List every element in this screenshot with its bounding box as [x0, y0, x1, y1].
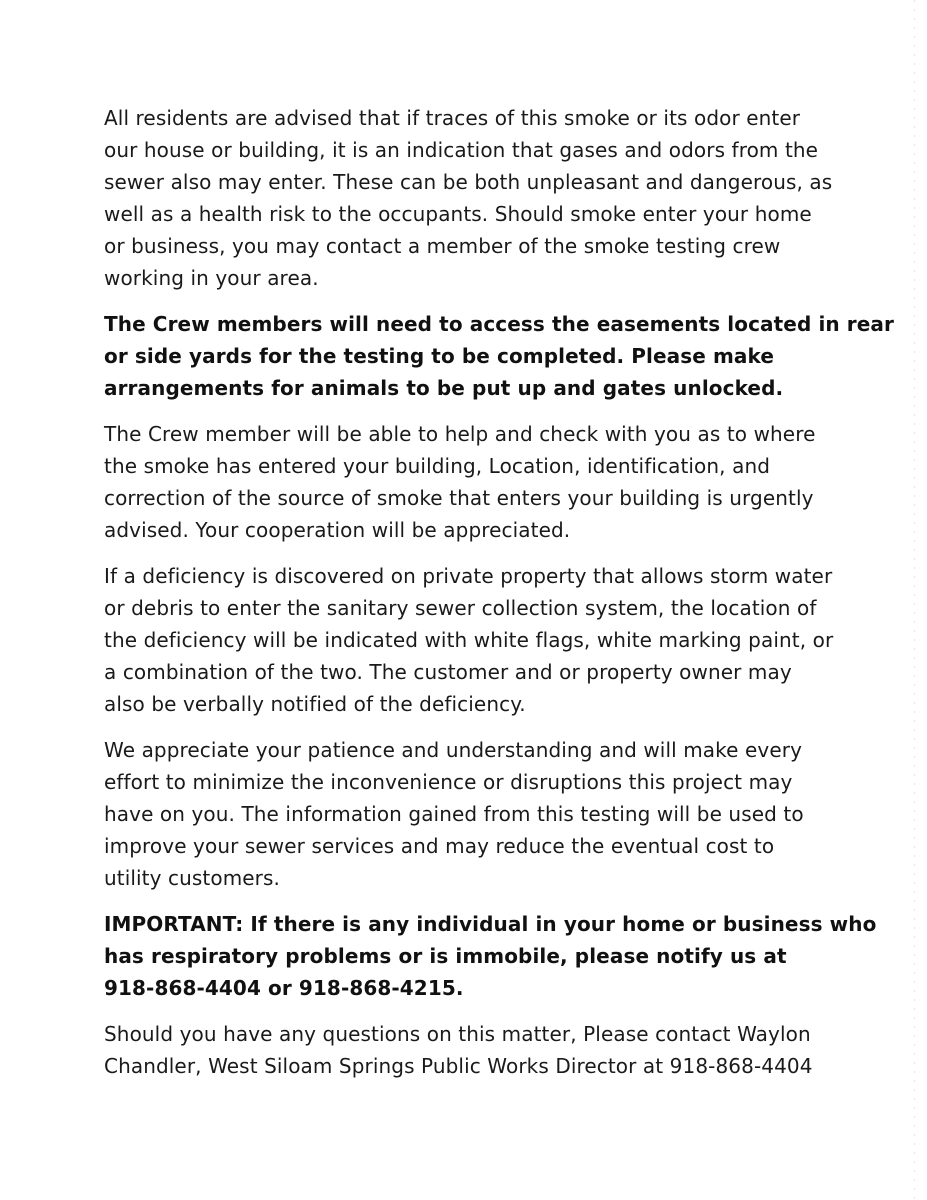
paragraph-contact-info — [104, 1018, 824, 1082]
paragraph-important-notice — [104, 908, 877, 1004]
text-line: or debris to enter the sanitary sewer collection system, the location of — [104, 596, 817, 620]
text-line: 918-868-4404 or 918-868-4215. — [104, 976, 464, 1000]
text-line: arrangements for animals to be put up and gates unlocked. — [104, 376, 784, 400]
text-line: the deficiency will be indicated with white flags, white marking paint, or — [104, 628, 834, 652]
text-line: Chandler, West Siloam Springs Public Works Director at 918-868-4404 — [104, 1054, 813, 1078]
text-line: well as a health risk to the occupants. Should smoke enter your home — [104, 202, 812, 226]
text-line: correction of the source of smoke that enters your building is urgently — [104, 486, 814, 510]
text-line: sewer also may enter. These can be both unpleasant and dangerous, as — [104, 170, 833, 194]
text-line: advised. Your cooperation will be appreciated. — [104, 518, 571, 542]
text-line: If a deficiency is discovered on private property that allows storm water — [104, 564, 833, 588]
text-line: a combination of the two. The customer and or property owner may — [104, 660, 792, 684]
text-line: or business, you may contact a member of the smoke testing crew — [104, 234, 781, 258]
text-line: have on you. The information gained from this testing will be used to — [104, 802, 804, 826]
text-line: has respiratory problems or is immobile, please notify us at — [104, 944, 787, 968]
text-line: The Crew member will be able to help and check with you as to where — [104, 422, 816, 446]
text-line: improve your sewer services and may reduce the eventual cost to — [104, 834, 775, 858]
paragraph-crew-assistance — [104, 418, 824, 546]
document-body — [104, 102, 894, 1096]
paragraph-appreciation — [104, 734, 824, 894]
paragraph-deficiency-marking — [104, 560, 834, 720]
text-line: All residents are advised that if traces of this smoke or its odor enter — [104, 106, 801, 130]
text-line: utility customers. — [104, 866, 280, 890]
text-line: We appreciate your patience and understanding and will make every — [104, 738, 803, 762]
paragraph-smoke-advisory — [104, 102, 833, 294]
text-line: The Crew members will need to access the easements located in rear — [104, 312, 894, 336]
text-line: our house or building, it is an indication that gases and odors from the — [104, 138, 819, 162]
text-line: Should you have any questions on this matter, Please contact Waylon — [104, 1022, 811, 1046]
text-line: effort to minimize the inconvenience or disruptions this project may — [104, 770, 793, 794]
text-line: IMPORTANT: If there is any individual in your home or business who — [104, 912, 877, 936]
text-line: also be verbally notified of the deficiency. — [104, 692, 526, 716]
paragraph-easement-access-notice — [104, 308, 894, 404]
scan-edge-marks — [914, 0, 915, 1200]
text-line: the smoke has entered your building, Location, identification, and — [104, 454, 771, 478]
text-line: working in your area. — [104, 266, 319, 290]
text-line: or side yards for the testing to be completed. Please make — [104, 344, 775, 368]
